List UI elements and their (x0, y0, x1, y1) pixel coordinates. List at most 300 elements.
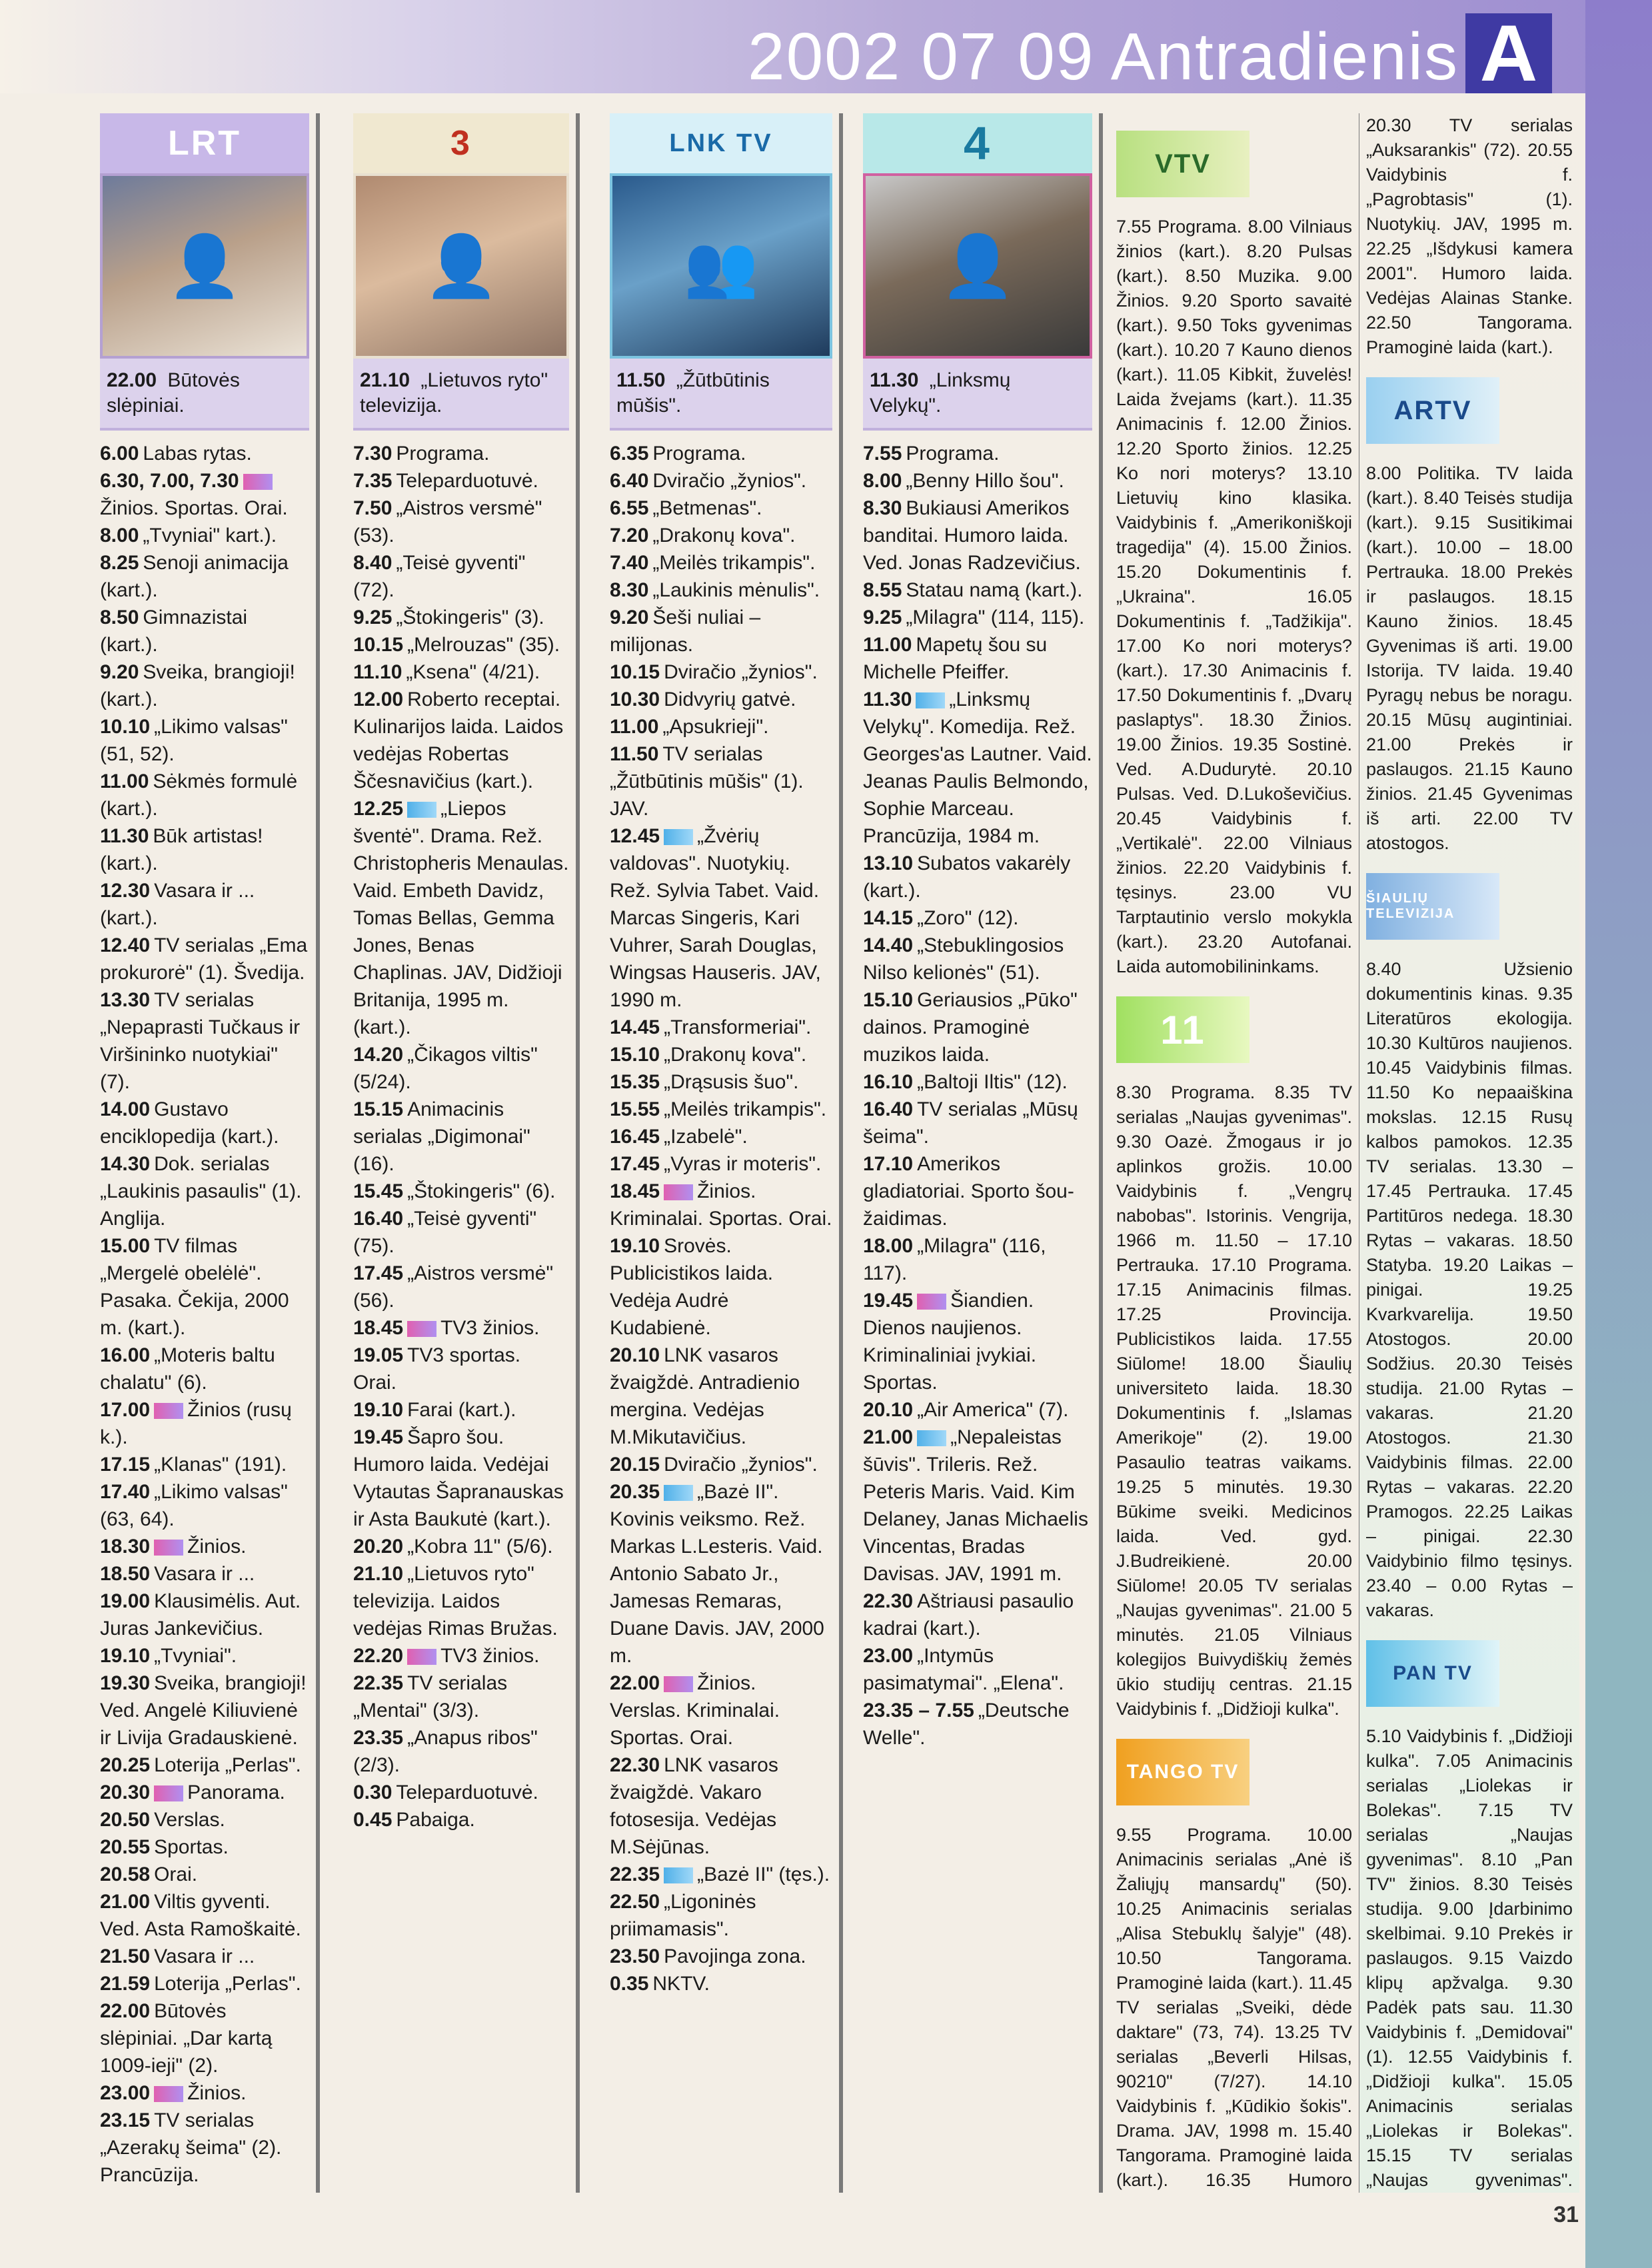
highlight-show (353, 359, 569, 431)
entry-time: 8.30 (610, 579, 649, 601)
entry-text: Teleparduotuvė. (396, 470, 538, 492)
entry-text: Žinios (rusų k.). (100, 1399, 292, 1448)
schedule-entry (100, 1396, 309, 1451)
news-badge-icon (154, 1403, 183, 1419)
entry-time: 11.30 (100, 825, 149, 847)
entry-text: Dviračio „žynios". (664, 661, 818, 683)
entry-text: „Intymūs pasimatymai". „Elena". (863, 1645, 1064, 1694)
entry-text: „Kobra 11" (5/6). (407, 1536, 553, 1558)
channel-photo: 👤 (353, 173, 569, 359)
schedule-entry (100, 1861, 309, 1888)
schedule-entry (353, 631, 569, 658)
regional-logo-pantv: PAN TV (1366, 1634, 1573, 1713)
entry-time: 18.30 (100, 1536, 151, 1558)
entry-text: TV serialas „Mūsų šeima". (863, 1098, 1078, 1148)
schedule-entry (863, 1150, 1092, 1232)
entry-text: Senoji animacija (kart.). (100, 552, 289, 601)
entry-text: Šeši nuliai – milijonas. (610, 606, 761, 656)
regional-column-2 (1359, 113, 1579, 2193)
schedule-entry (610, 1861, 832, 1888)
entry-text: Gimnazistai (kart.). (100, 606, 248, 656)
entry-time: 10.15 (353, 634, 404, 656)
schedule-entry (353, 1724, 569, 1779)
channel-logo: 4 (863, 113, 1092, 173)
schedule-entry (610, 1096, 832, 1123)
entry-time: 13.30 (100, 989, 151, 1011)
news-badge-icon (664, 1676, 693, 1692)
entry-time: 22.35 (353, 1672, 404, 1694)
entry-text: Viltis gyventi. Ved. Asta Ramoškaitė. (100, 1891, 301, 1940)
entry-text: Gustavo enciklopedija (kart.). (100, 1098, 279, 1148)
schedule-entry (610, 495, 832, 522)
schedule-entry (100, 467, 309, 522)
schedule-entry (100, 1888, 309, 1943)
entry-text: „Baltoji Iltis" (12). (917, 1071, 1068, 1093)
entry-time: 22.30 (863, 1590, 914, 1612)
schedule-entry (863, 576, 1092, 604)
entry-time: 19.30 (100, 1672, 151, 1694)
entry-time: 12.25 (353, 798, 404, 820)
schedule-entry (863, 986, 1092, 1068)
schedule-entry (100, 1451, 309, 1478)
entry-text: TV serialas „Žūtbūtinis mūšis" (1). JAV. (610, 743, 804, 820)
schedule-entry (353, 1260, 569, 1314)
entry-text: TV filmas „Mergelė obelėlė". Pasaka. Čekija, 2000 m. (kart.). (100, 1235, 289, 1339)
highlight-time: 21.10 (360, 369, 411, 391)
schedule-entry (863, 1096, 1092, 1150)
schedule-entry (610, 1178, 832, 1232)
schedule-entry (100, 932, 309, 986)
channel-photo: 👥 (610, 173, 832, 359)
entry-time: 12.45 (610, 825, 660, 847)
schedule-entry (610, 1751, 832, 1861)
schedule-entry (100, 1833, 309, 1861)
schedule-list (100, 440, 309, 2189)
schedule-entry (863, 1232, 1092, 1287)
schedule-entry (610, 604, 832, 658)
entry-text: „Teisė gyventi" (72). (353, 552, 526, 601)
news-badge-icon (407, 1321, 436, 1337)
schedule-entry (610, 713, 832, 740)
schedule-entry (863, 904, 1092, 932)
entry-time: 19.45 (353, 1426, 404, 1448)
regional-column-1 (1110, 113, 1363, 2193)
schedule-entry (353, 1342, 569, 1396)
entry-text: Subatos vakarėly (kart.). (863, 852, 1071, 902)
entry-text: TV3 žinios. (440, 1645, 540, 1667)
schedule-entry (353, 658, 569, 686)
entry-time: 21.59 (100, 1973, 151, 1995)
schedule-entry (610, 1888, 832, 1943)
regional-schedule: 8.30 Programa. 8.35 TV serialas „Naujas gyvenimas". 9.30 Oazė. Žmogaus ir jo aplinkos grožis. 10.00 Vaidybinis f. „Vengrų nabobas". Istorinis. Vengrija, 1966 m. 11.50 – 17.10 Pertrauka. 17.10 Programa. 17.15 Animacinis filmas. 17.25 Provincija. Publicistikos laida. 17.55 Siūlome! 18.00 Šiaulių universiteto laida. 18.30 Dokumentinis f. „Islamas Amerikoje" (2). 19.00 Pasaulio teatras vaikams. 19.25 5 minutės. 19.30 Būkime sveiki. Medicinos laida. Ved. gyd. J.Budreikienė. 20.00 Siūlome! 20.05 TV serialas „Naujas gyvenimas". 21.00 5 minutės. 21.05 Vilniaus kolegijos Buivydiškių žemės ūkio studijų centras. 21.15 Vaidybinis f. „Didžioji kulka". (1116, 1082, 1352, 1719)
entry-text: „Tvyniai" kart.). (143, 525, 277, 547)
entry-text: Panorama. (187, 1781, 285, 1803)
schedule-entry (100, 1478, 309, 1533)
channel-logo: LRT (100, 113, 309, 173)
entry-time: 15.00 (100, 1235, 151, 1257)
schedule-entry (100, 1970, 309, 1997)
schedule-entry (610, 1150, 832, 1178)
entry-time: 16.10 (863, 1071, 914, 1093)
entry-text: Sėkmės formulė (kart.). (100, 770, 298, 820)
entry-text: Statau namą (kart.). (906, 579, 1083, 601)
entry-time: 12.00 (353, 688, 404, 710)
entry-time: 6.30, 7.00, 7.30 (100, 470, 239, 492)
entry-text: LNK vasaros žvaigždė. Vakaro fotosesija. Vedėjas M.Sėjūnas. (610, 1754, 778, 1858)
entry-time: 23.35 (353, 1727, 404, 1749)
entry-time: 6.00 (100, 443, 139, 465)
schedule-entry (100, 1232, 309, 1342)
schedule-entry (610, 1670, 832, 1751)
schedule-entry (863, 1424, 1092, 1588)
entry-time: 9.20 (100, 661, 139, 683)
schedule-entry (100, 1150, 309, 1232)
highlight-time: 11.30 (870, 369, 919, 391)
film-badge-icon (664, 829, 693, 845)
entry-text: Srovės. Publicistikos laida. Vedėja Audrė Kudabienė. (610, 1235, 774, 1339)
schedule-entry (610, 1478, 832, 1670)
entry-text: „Zoro" (12). (917, 907, 1019, 929)
entry-time: 11.50 (610, 743, 659, 765)
entry-text: „Moteris baltu chalatu" (6). (100, 1344, 275, 1394)
entry-text: „Vyras ir moteris". (664, 1153, 822, 1175)
regional-logo-tango: TANGO TV (1116, 1732, 1352, 1812)
channel-column-tv3 (347, 113, 580, 2193)
entry-time: 8.00 (863, 470, 902, 492)
entry-text: Programa. (396, 443, 490, 465)
entry-text: „Žvėrių valdovas". Nuotykių. Rež. Sylvia Tabet. Vaid. Marcas Singeris, Kari Vuhrer, Sarah Douglas, Wingsas Hauseris. JAV, 1990 m. (610, 825, 821, 1011)
entry-text: „Likimo valsas" (51, 52). (100, 716, 288, 765)
schedule-entry (863, 932, 1092, 986)
schedule-entry (353, 1041, 569, 1096)
schedule-entry (100, 1096, 309, 1150)
schedule-entry (100, 2079, 309, 2107)
entry-text: Orai. (154, 1863, 198, 1885)
regional-logo-vtv: VTV (1116, 124, 1352, 204)
regional-schedule: 5.10 Vaidybinis f. „Didžioji kulka". 7.05 Animacinis serialas „Liolekas ir Bolekas". 7.15 TV serialas „Naujas gyvenimas". 8.10 „Pan TV" žinios. 8.30 Teisės studija. 9.00 Įdarbinimo skelbimai. 9.10 Prekės ir paslaugos. 9.15 Vaizdo klipų apžvalga. 9.30 Padėk pats sau. 11.30 Vaidybinis f. „Demidovai" (1). 12.55 Vaidybinis f. „Didžioji kulka". 15.05 Animacinis serialas „Liolekas ir Bolekas". 15.15 TV serialas „Naujas gyvenimas". (1366, 1726, 1573, 2190)
entry-text: „Lietuvos ryto" televizija. Laidos vedėjas Rimas Bružas. (353, 1563, 558, 1640)
entry-time: 20.10 (610, 1344, 660, 1366)
schedule-entry (610, 549, 832, 576)
entry-time: 11.00 (610, 716, 659, 738)
entry-time: 16.40 (863, 1098, 914, 1120)
entry-time: 14.20 (353, 1044, 404, 1066)
channel-photo: 👤 (100, 173, 309, 359)
entry-time: 14.30 (100, 1153, 151, 1175)
schedule-entry (100, 1670, 309, 1751)
entry-text: „Anapus ribos" (2/3). (353, 1727, 538, 1776)
entry-time: 20.20 (353, 1536, 404, 1558)
channel-header (863, 113, 1092, 353)
schedule-entry (863, 1396, 1092, 1424)
entry-time: 21.10 (353, 1563, 404, 1585)
schedule-entry (100, 1642, 309, 1670)
news-badge-icon (917, 1294, 946, 1310)
channel-header (100, 113, 309, 353)
entry-time: 12.30 (100, 880, 151, 902)
entry-time: 22.30 (610, 1754, 660, 1776)
entry-text: Dviračio „žynios". (664, 1454, 818, 1476)
schedule-entry (863, 467, 1092, 495)
schedule-entry (100, 1342, 309, 1396)
entry-text: Būtovės slėpiniai. „Dar kartą 1009-ieji" (2). (100, 2000, 273, 2077)
entry-text: „Aistros versmė" (53). (353, 497, 542, 547)
entry-time: 6.55 (610, 497, 649, 519)
schedule-entry (100, 986, 309, 1096)
entry-time: 17.15 (100, 1454, 151, 1476)
schedule-entry (353, 1670, 569, 1724)
highlight-show (100, 359, 309, 431)
channel-logo: 3 (353, 113, 569, 173)
film-badge-icon (664, 1485, 693, 1501)
entry-time: 22.00 (610, 1672, 660, 1694)
entry-text: LNK vasaros žvaigždė. Antradienio mergina. Vedėjas M.Mikutavičius. (610, 1344, 800, 1448)
schedule-entry (863, 850, 1092, 904)
schedule-entry (353, 549, 569, 604)
entry-time: 22.50 (610, 1891, 660, 1913)
entry-time: 23.00 (863, 1645, 914, 1667)
entry-text: „Aistros versmė" (56). (353, 1262, 554, 1312)
entry-time: 8.50 (100, 606, 139, 628)
entry-time: 23.15 (100, 2109, 151, 2131)
entry-time: 15.10 (863, 989, 914, 1011)
entry-time: 13.10 (863, 852, 914, 874)
entry-time: 11.00 (863, 634, 912, 656)
entry-time: 10.30 (610, 688, 660, 710)
entry-time: 21.50 (100, 1945, 151, 1967)
schedule-entry (610, 1451, 832, 1478)
entry-time: 11.10 (353, 661, 403, 683)
schedule-entry (100, 768, 309, 822)
entry-text: TV serialas „Nepaprasti Tučkaus ir Viršininko nuotykiai" (7). (100, 989, 301, 1093)
regional-logo-11: 11 (1116, 990, 1352, 1070)
day-letter-badge: A (1465, 13, 1552, 93)
entry-time: 19.00 (100, 1590, 151, 1612)
regional-schedule: 9.55 Programa. 10.00 Animacinis serialas „Anė iš Žaliųjų mansardų" (50). 10.25 Animacinis serialas „Alisa Stebuklų šalyje" (48). 10.50 Tangorama. Pramoginė laida (kart.). 11.45 TV serialas „Sveiki, dėde daktare" (73, 74). 13.25 TV serialas „Beverli Hilsas, 90210" (7/27). 14.10 Vaidybinis f. „Kūdikio šokis". Drama. JAV, 1998 m. 15.40 Tangorama. Pramoginė laida (kart.). 16.35 Humoro (1116, 1825, 1352, 2190)
schedule-entry (610, 1943, 832, 1970)
schedule-entry (353, 1779, 569, 1806)
channel-column-lrt (93, 113, 320, 2193)
schedule-entry (863, 1697, 1092, 1751)
entry-text: „Nepaleistas šūvis". Trileris. Rež. Peteris Maris. Vaid. Kim Delaney, Janas Michaelis Vincentas, Bradas Davisas. JAV, 1991 m. (863, 1426, 1088, 1585)
entry-time: 16.45 (610, 1126, 660, 1148)
entry-text: Roberto receptai. Kulinarijos laida. Laidos vedėjas Robertas Ščesnavičius (kart.). (353, 688, 564, 792)
schedule-entry (100, 1806, 309, 1833)
entry-text: TV serialas „Mentai" (3/3). (353, 1672, 508, 1721)
entry-text: „Likimo valsas" (63, 64). (100, 1481, 288, 1530)
schedule-entry (100, 549, 309, 604)
schedule-entry (100, 1997, 309, 2079)
entry-time: 18.45 (610, 1180, 660, 1202)
entry-text: Vasara ir ... (154, 1945, 255, 1967)
date-title: 2002 07 09 Antradienis (747, 19, 1459, 94)
entry-time: 8.40 (353, 552, 393, 574)
entry-time: 17.40 (100, 1481, 151, 1503)
entry-text: „Teisė gyventi" (75). (353, 1208, 537, 1257)
entry-time: 0.30 (353, 1781, 393, 1803)
schedule-entry (863, 495, 1092, 576)
schedule-entry (610, 1068, 832, 1096)
entry-text: „Bazė II" (tęs.). (697, 1863, 830, 1885)
entry-text: Programa. (652, 443, 746, 465)
highlight-time: 22.00 (107, 369, 157, 391)
entry-text: „Ksena" (4/21). (406, 661, 540, 683)
entry-time: 16.00 (100, 1344, 151, 1366)
entry-text: „Air America" (7). (917, 1399, 1069, 1421)
entry-text: „Štokingeris" (6). (407, 1180, 556, 1202)
schedule-entry (610, 440, 832, 467)
entry-time: 8.55 (863, 579, 902, 601)
entry-time: 15.55 (610, 1098, 660, 1120)
entry-time: 12.40 (100, 934, 151, 956)
entry-time: 15.45 (353, 1180, 404, 1202)
entry-time: 23.00 (100, 2082, 151, 2104)
page-number: 31 (1553, 2202, 1579, 2227)
schedule-entry (353, 1205, 569, 1260)
schedule-entry (353, 1806, 569, 1833)
entry-text: „Štokingeris" (3). (396, 606, 544, 628)
entry-time: 19.10 (353, 1399, 404, 1421)
entry-text: Loterija „Perlas". (154, 1754, 301, 1776)
schedule-list (863, 440, 1092, 1751)
entry-text: Didvyrių gatvė. (664, 688, 796, 710)
entry-text: Pavojinga zona. (664, 1945, 806, 1967)
entry-text: Žinios. Verslas. Kriminalai. Sportas. Orai. (610, 1672, 780, 1749)
entry-text: „Betmenas". (652, 497, 762, 519)
entry-text: „Milagra" (116, 117). (863, 1235, 1046, 1284)
schedule-entry (353, 495, 569, 549)
entry-text: Šapro šou. Humoro laida. Vedėjai Vytautas Šapranauskas ir Asta Baukutė (kart.). (353, 1426, 564, 1530)
right-edge-stripe (1585, 0, 1652, 2268)
entry-time: 22.35 (610, 1863, 660, 1885)
entry-text: „Bazė II". Kovinis veiksmo. Rež. Markas L.Lesteris. Vaid. Antonio Sabato Jr., Jamesas Remaras, Duane Davis. JAV, 2000 m. (610, 1481, 824, 1667)
entry-text: TV3 žinios. (440, 1317, 540, 1339)
entry-time: 22.20 (353, 1645, 404, 1667)
entry-time: 18.50 (100, 1563, 151, 1585)
highlight-title: „Žūtbūtinis mūšis". (616, 369, 770, 417)
entry-text: Pabaiga. (396, 1809, 475, 1831)
entry-text: „Drąsusis šuo". (664, 1071, 799, 1093)
schedule-entry (353, 1424, 569, 1533)
schedule-entry (353, 1642, 569, 1670)
entry-time: 7.35 (353, 470, 393, 492)
schedule-entry (610, 1123, 832, 1150)
schedule-entry (100, 1943, 309, 1970)
entry-time: 20.55 (100, 1836, 151, 1858)
entry-time: 7.30 (353, 443, 393, 465)
entry-text: „Apsukrieji". (662, 716, 769, 738)
entry-time: 16.40 (353, 1208, 404, 1230)
schedule-entry (100, 440, 309, 467)
entry-time: 20.50 (100, 1809, 151, 1831)
entry-time: 17.45 (610, 1153, 660, 1175)
highlight-title: „Linksmų Velykų". (870, 369, 1011, 417)
entry-text: Dok. serialas „Laukinis pasaulis" (1). Anglija. (100, 1153, 302, 1230)
entry-time: 17.45 (353, 1262, 404, 1284)
highlight-time: 11.50 (616, 369, 666, 391)
entry-text: Sveika, brangioji! Ved. Angelė Kiliuvienė ir Livija Gradauskienė. (100, 1672, 307, 1749)
entry-text: Loterija „Perlas". (154, 1973, 301, 1995)
schedule-entry (610, 658, 832, 686)
regional-schedule: 8.40 Užsienio dokumentinis kinas. 9.35 Literatūros ekologija. 10.30 Kultūros naujienos. 10.45 Vaidybinis filmas. 11.50 Ko nepaaiškina mokslas. 12.15 Rusų kalbos pamokos. 12.35 TV serialas. 13.30 – 17.45 Pertrauka. 17.45 Partitūros nedega. 18.30 Rytas – vakaras. 18.50 Statyba. 19.20 Laikas – pinigai. 19.25 Kvarkvarelija. 19.50 Atostogos. 20.00 Sodžius. 20.30 Teisės studija. 21.00 Rytas – vakaras. 21.20 Atostogos. 21.30 Vaidybinis filmas. 22.00 Rytas – vakaras. 22.20 Pramogos. 22.25 Laikas – pinigai. 22.30 Vaidybinio filmo tęsinys. 23.40 – 0.00 Rytas – vakaras. (1366, 959, 1573, 1620)
schedule-entry (100, 604, 309, 658)
schedule-entry (863, 604, 1092, 631)
regional-schedule: 7.55 Programa. 8.00 Vilniaus žinios (kart.). 8.20 Pulsas (kart.). 8.50 Muzika. 9.00 Žinios. 9.20 Sporto savaitė (kart.). 9.50 Toks gyvenimas (kart.). 10.20 7 Kauno dienos (kart.). 11.05 Kibkit, žuvelės! Laida žvejams (kart.). 11.35 Animacinis f. 12.00 Žinios. 12.20 Sporto žinios. 12.25 Ko nori moterys? 13.10 Lietuvių kino klasika. Vaidybinis f. „Amerikoniškoji tragedija" (4). 15.00 Žinios. 15.20 Dokumentinis f. „Ukraina". 16.05 Dokumentinis f. „Tadžikija". 17.00 Ko nori moterys? (kart.). 17.30 Animacinis f. 17.50 Dokumentinis f. „Dvarų paslaptys". 18.30 Žinios. 19.00 Žinios. 19.35 Sostinė. Ved. A.Dudurytė. 20.10 Pulsas. Ved. D.Lukoševičius. 20.45 Vaidybinis f. „Vertikalė". 22.00 Vilniaus žinios. 22.20 Vaidybinis f. tęsinys. 23.00 VU Tarptautinio verslo mokykla (kart.). 23.20 Autofanai. Laida automobilininkams. (1116, 217, 1352, 976)
entry-text: „Čikagos viltis" (5/24). (353, 1044, 538, 1093)
regional-logo-artv: ARTV (1366, 371, 1573, 451)
schedule-entry (353, 795, 569, 1041)
schedule-entry (353, 1178, 569, 1205)
entry-text: Bukiausi Amerikos banditai. Humoro laida. Ved. Jonas Radzevičius. (863, 497, 1081, 574)
schedule-entry (353, 1533, 569, 1560)
news-badge-icon (154, 2086, 183, 2102)
news-badge-icon (154, 1540, 183, 1556)
entry-time: 7.55 (863, 443, 902, 465)
entry-text: Žinios. Sportas. Orai. (100, 497, 288, 519)
entry-time: 14.45 (610, 1016, 660, 1038)
entry-time: 8.25 (100, 552, 139, 574)
schedule-entry (353, 1096, 569, 1178)
schedule-entry (100, 1560, 309, 1588)
schedule-entry (610, 522, 832, 549)
entry-time: 7.20 (610, 525, 649, 547)
entry-text: „Milagra" (114, 115). (906, 606, 1085, 628)
film-badge-icon (664, 1867, 693, 1883)
schedule-entry (100, 522, 309, 549)
entry-time: 20.30 (100, 1781, 151, 1803)
film-badge-icon (407, 802, 436, 818)
schedule-entry (353, 1314, 569, 1342)
entry-text: „Linksmų Velykų". Komedija. Rež. Georges'as Lautner. Vaid. Jeanas Paulis Belmondo, Sophie Marceau. Prancūzija, 1984 m. (863, 688, 1092, 847)
entry-text: „Laukinis mėnulis". (652, 579, 820, 601)
highlight-title: Būtovės slėpiniai. (107, 369, 240, 417)
entry-text: „Tvyniai". (154, 1645, 237, 1667)
news-badge-icon (243, 474, 273, 490)
entry-time: 17.00 (100, 1399, 151, 1421)
entry-time: 19.10 (100, 1645, 151, 1667)
schedule-entry (610, 686, 832, 713)
entry-text: Būk artistas! (kart.). (100, 825, 263, 874)
channel-header (353, 113, 569, 353)
schedule-entry (610, 576, 832, 604)
entry-time: 18.00 (863, 1235, 914, 1257)
entry-time: 9.25 (353, 606, 393, 628)
entry-text: Dviračio „žynios". (652, 470, 807, 492)
entry-text: Amerikos gladiatoriai. Sporto šou-žaidimas. (863, 1153, 1074, 1230)
channel-column-tv4 (856, 113, 1103, 2193)
channel-header (610, 113, 832, 353)
film-badge-icon (917, 1430, 946, 1446)
schedule-entry (100, 658, 309, 713)
news-badge-icon (154, 1785, 183, 1801)
schedule-entry (100, 877, 309, 932)
entry-time: 14.00 (100, 1098, 151, 1120)
entry-time: 10.10 (100, 716, 151, 738)
schedule-entry (863, 440, 1092, 467)
film-badge-icon (916, 692, 945, 708)
entry-time: 8.30 (863, 497, 902, 519)
highlight-show (610, 359, 832, 431)
entry-time: 19.10 (610, 1235, 660, 1257)
schedule-entry (100, 1751, 309, 1779)
entry-time: 0.35 (610, 1973, 649, 1995)
schedule-list (353, 440, 569, 1833)
entry-text: „Stebuklingosios Nilso kelionės" (51). (863, 934, 1064, 984)
entry-text: Mapetų šou su Michelle Pfeiffer. (863, 634, 1048, 683)
regional-logo-siauliu: ŠIAULIŲ TELEVIZIJA (1366, 866, 1573, 946)
entry-time: 10.15 (610, 661, 660, 683)
entry-time: 20.35 (610, 1481, 660, 1503)
